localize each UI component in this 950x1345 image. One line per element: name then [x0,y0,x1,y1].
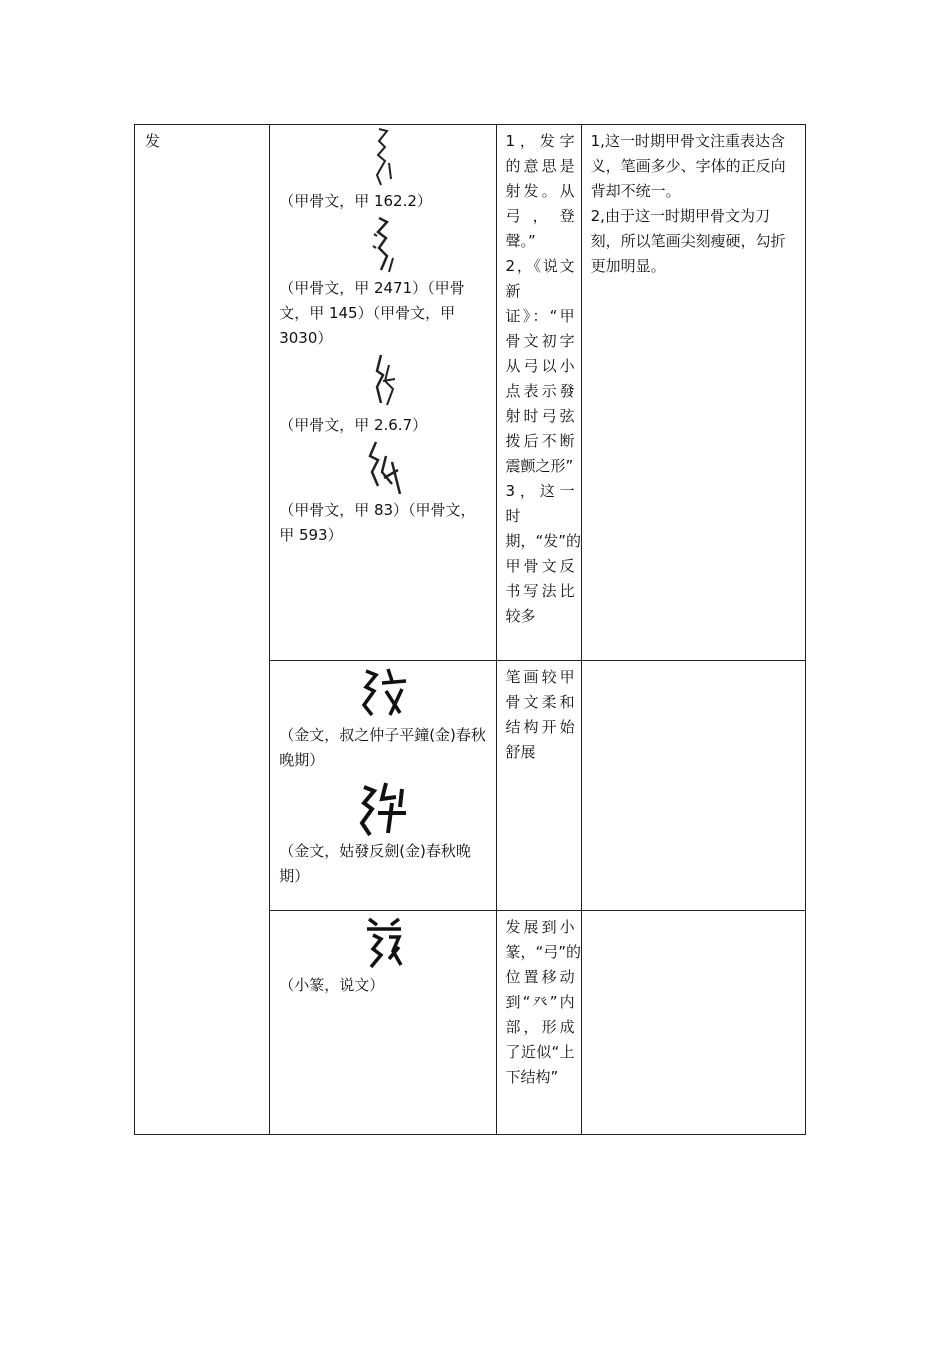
note-text: 2，《说文新证》：“甲骨文初字从弓以小点表示發射时弓弦拨后不断震颤之形” [505,257,575,475]
feature-text: 2,由于这一时期甲骨文为刀刻，所以笔画尖刻瘦硬，勾折更加明显。 [590,207,786,275]
note-text: 发展到小篆，“弓”的位置移动到“癶”内部，形成了近似“上下结构” [505,918,582,1086]
form-caption: （甲骨文，甲 83）（甲骨文，甲 593） [279,501,476,544]
character-cell [135,125,270,1135]
notes-cell-bronze [496,661,581,911]
bronze-glyph-1 [352,661,416,723]
oracle-bone-glyph-3 [369,351,399,413]
note-text: 3，这一时期，“发”的甲骨文反书写法比较多 [505,482,582,625]
features-cell-bronze [581,661,805,911]
form-caption: （甲骨文，甲 162.2） [279,192,432,210]
form-caption: （小篆，说文） [279,976,385,994]
forms-cell-seal [270,911,496,1135]
forms-cell-oracle [270,125,496,661]
form-caption: （金文，姑發反劍(金)春秋晚期） [279,842,471,885]
character-evolution-table [134,124,806,1135]
note-text: 笔画较甲骨文柔和结构开始舒展 [505,668,575,761]
oracle-bone-glyph-1 [369,125,399,189]
table-row [135,125,806,661]
seal-script-glyph-1 [359,911,409,973]
note-text: 1，发字的意思是射发。从弓，登聲。” [505,132,575,250]
notes-cell-oracle [496,125,581,661]
features-cell-oracle [581,125,805,661]
form-caption: （甲骨文，甲 2.6.7） [279,416,428,434]
oracle-bone-glyph-2 [369,214,399,276]
form-caption: （甲骨文，甲 2471）（甲骨文，甲 145）（甲骨文，甲 3030） [279,279,465,347]
form-caption: （金文，叔之仲子平鐘(金)春秋晚期） [279,726,486,769]
character-label: 发 [145,132,161,150]
features-cell-seal [581,911,805,1135]
oracle-bone-glyph-4 [362,438,406,498]
bronze-glyph-2 [352,773,416,839]
feature-text: 1,这一时期甲骨文注重表达含义，笔画多少、字体的正反向背却不统一。 [590,132,786,200]
forms-cell-bronze [270,661,496,911]
notes-cell-seal [496,911,581,1135]
